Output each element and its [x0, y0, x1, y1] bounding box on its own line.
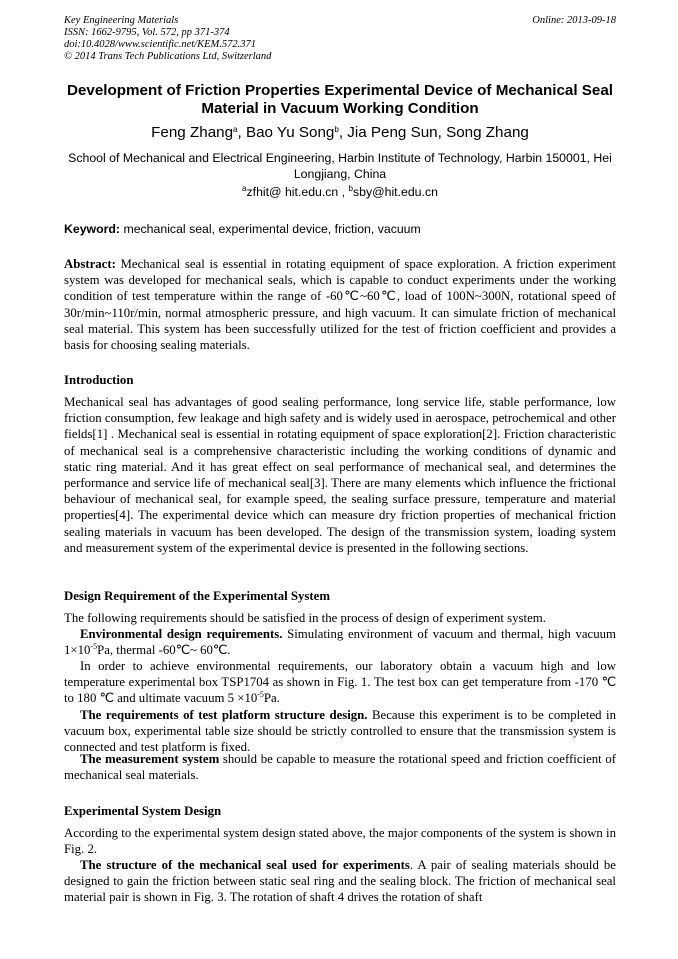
section-heading-design-requirement: Design Requirement of the Experimental System — [64, 589, 330, 603]
doi-line: doi:10.4028/www.scientific.net/KEM.572.371 — [64, 39, 256, 50]
abstract-label: Abstract: — [64, 257, 116, 271]
journal-name: Key Engineering Materials — [64, 15, 179, 26]
introduction-paragraph: Mechanical seal has advantages of good sealing performance, long service life, stable performance, low friction consumption, few leakage and high safety and is widely used in aerospace, petrochemical and other fields[1] . Mechanical seal is essential in rotating equipment of space exploration[2]. Friction characteristic of mechanical seal is a comprehensive characteristic including the working conditions of dynamic and static ring material. And it has great effect on seal performance of mechanical seal, and determines the performance and service life of mechanical seal[3]. There are many elements which influence the frictional behaviour of mechanical seal, for example speed, the sealing surface pressure, temperature and material properties[4]. The experimental device which can measure dry friction properties of mechanical friction sealing materials in vacuum has been developed. The design of the transmission system, loading system and measurement system of the experimental device is presented in the following sections. — [64, 395, 616, 555]
keywords — [64, 221, 616, 237]
test-box-paragraph: In order to achieve environmental requirements, our laboratory obtain a vacuum high and low temperature experimental box TSP1704 as shown in Fig. 1. The test box can get temperature from -170 ℃ to 180 ℃ and ultimate vacuum $5 \times 10^{-5}Pa$. — [64, 659, 616, 706]
environmental-requirements-paragraph: Environmental design requirements. Simulating environment of vacuum and thermal, high vacuum $1\times 10^{-5}Pa$, thermal -60℃~ 60℃. — [64, 627, 616, 658]
author: Feng Zhang$^a$, — [151, 124, 246, 141]
author: Bao Yu Song$^b$, — [245, 124, 348, 141]
email-a: zfhit@ hit.edu.cn , — [246, 185, 346, 199]
author: Jia Peng Sun, — [347, 124, 447, 141]
online-date: Online: 2013-09-18 — [532, 15, 616, 26]
keyword-text: mechanical seal, experimental device, friction, vacuum — [120, 222, 421, 236]
seal-structure-paragraph: The structure of the mechanical seal used for experiments. A pair of sealing materials should be designed to gain the friction between static seal ring and the sealing block. The friction of mechanical seal material pair is shown in Fig. 3. The rotation of shaft 4 drives the rotation of shaft — [64, 858, 616, 905]
platform-requirements-paragraph: The requirements of test platform structure design. Because this experiment is to be completed in vacuum box, experimental table size should be strictly controlled to ensure that the transmission system is connected and test platform is fixed. — [64, 708, 616, 755]
section-heading-system-design: Experimental System Design — [64, 804, 222, 818]
affiliation: School of Mechanical and Electrical Engineering, Harbin Institute of Technology, Harbin 150001, Hei Longjiang, China — [68, 151, 612, 181]
author: Song Zhang — [446, 124, 529, 141]
measurement-system-paragraph: The measurement system should be capable to measure the rotational speed and friction coefficient of mechanical seal materials. — [64, 752, 617, 783]
keyword-label: Keyword: — [64, 222, 121, 236]
abstract-text: Mechanical seal is essential in rotating equipment of space exploration. A friction experiment system was developed for mechanical seals, which is capable to conduct experiments under the working condition of test temperature within the range of -60℃~60℃, load of 100N~300N, rotational speed of 30r/min~110r/min, normal atmospheric pressure, and high vacuum. It can simulate friction of mechanical seal material. This system has been successfully utilized for the test of friction coefficient and provides a basis for choosing sealing materials. — [64, 257, 616, 353]
design-requirement-intro: The following requirements should be satisfied in the process of design of experiment system. — [64, 611, 546, 625]
paper-title: Development of Friction Properties Experimental Device of Mechanical Seal Material in Vacuum Working Condition — [66, 82, 614, 117]
abstract — [64, 256, 616, 353]
copyright-line: © 2014 Trans Tech Publications Ltd, Switzerland — [64, 51, 272, 62]
author-list — [64, 123, 616, 143]
journal-header — [64, 15, 616, 63]
section-heading-introduction: Introduction — [64, 373, 134, 387]
author-emails: $^a$zfhit@ hit.edu.cn , $^b$sby@hit.edu.cn — [242, 184, 438, 199]
email-b: sby@hit.edu.cn — [352, 185, 438, 199]
system-design-intro: According to the experimental system design stated above, the major components of the system is shown in Fig. 2. — [64, 826, 616, 857]
issn-line: ISSN: 1662-9795, Vol. 572, pp 371-374 — [64, 27, 230, 38]
